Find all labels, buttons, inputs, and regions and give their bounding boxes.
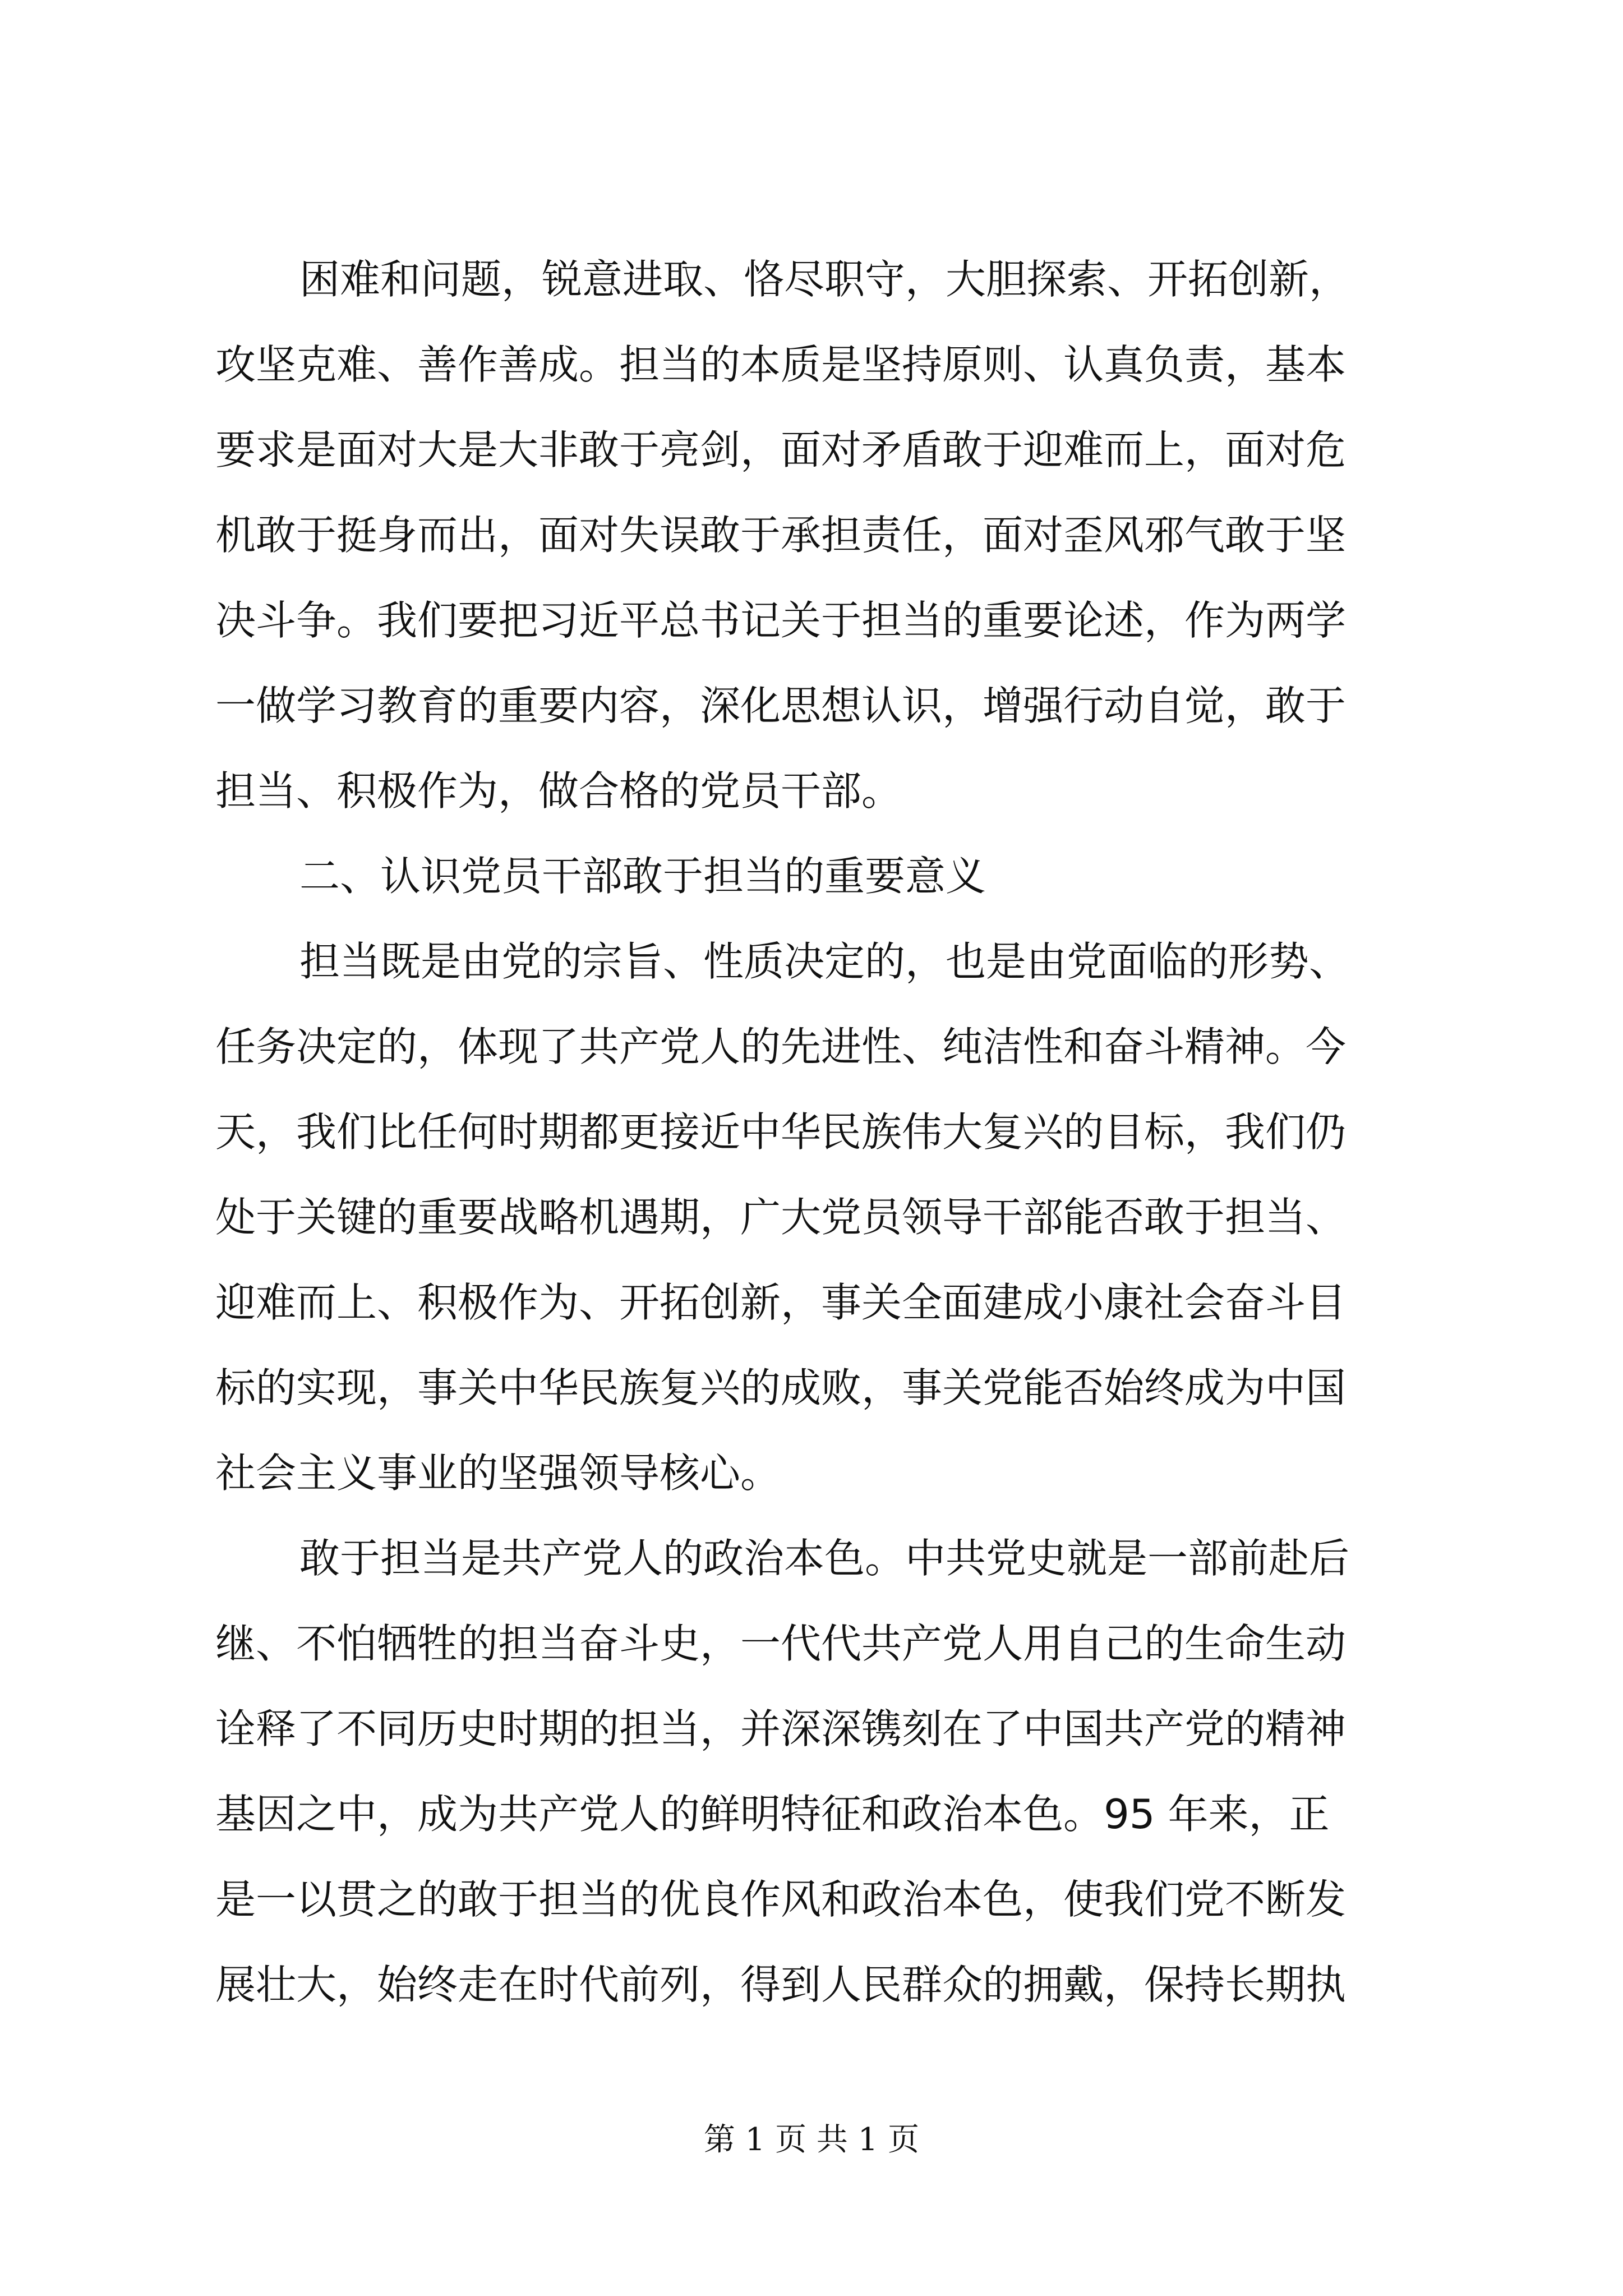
text-line: 机敢于挺身而出，面对失误敢于承担责任，面对歪风邪气敢于坚: [215, 512, 1347, 559]
section-heading: 二、认识党员干部敢于担当的重要意义: [299, 853, 986, 900]
text-line: 担当、积极作为，做合格的党员干部。: [215, 767, 902, 815]
text-line: 诠释了不同历史时期的担当，并深深镌刻在了中国共产党的精神: [215, 1705, 1347, 1752]
text-line: 处于关键的重要战略机遇期，广大党员领导干部能否敢于担当、: [215, 1194, 1347, 1241]
text-line: 继、不怕牺牲的担当奋斗史，一代代共产党人用自己的生命生动: [215, 1620, 1347, 1667]
page-number-footer: 第 1 页 共 1 页: [703, 2122, 920, 2158]
text-line: 敢于担当是共产党人的政治本色。中共党史就是一部前赴后: [299, 1535, 1350, 1582]
text-line: 决斗争。我们要把习近平总书记关于担当的重要论述，作为两学: [215, 597, 1347, 644]
text-line: 要求是面对大是大非敢于亮剑，面对矛盾敢于迎难而上，面对危: [215, 426, 1347, 473]
text-line: 迎难而上、积极作为、开拓创新，事关全面建成小康社会奋斗目: [215, 1279, 1347, 1326]
text-line: 攻坚克难、善作善成。担当的本质是坚持原则、认真负责，基本: [215, 341, 1347, 388]
text-line: 是一以贯之的敢于担当的优良作风和政治本色，使我们党不断发: [215, 1876, 1347, 1923]
text-line: 担当既是由党的宗旨、性质决定的，也是由党面临的形势、: [299, 938, 1350, 985]
text-line: 展壮大，始终走在时代前列，得到人民群众的拥戴，保持长期执: [215, 1961, 1347, 2008]
text-line: 困难和问题，锐意进取、恪尽职守，大胆探索、开拓创新，: [299, 256, 1350, 303]
text-line: 标的实现，事关中华民族复兴的成败，事关党能否始终成为中国: [215, 1364, 1347, 1411]
text-line: 一做学习教育的重要内容，深化思想认识，增强行动自觉，敢于: [215, 682, 1347, 729]
text-line: 社会主义事业的坚强领导核心。: [215, 1450, 781, 1497]
text-line: 任务决定的，体现了共产党人的先进性、纯洁性和奋斗精神。今: [215, 1023, 1347, 1070]
text-line: 基因之中，成为共产党人的鲜明特征和政治本色。95 年来，正: [215, 1791, 1330, 1838]
text-line: 天，我们比任何时期都更接近中华民族伟大复兴的目标，我们仍: [215, 1108, 1347, 1156]
